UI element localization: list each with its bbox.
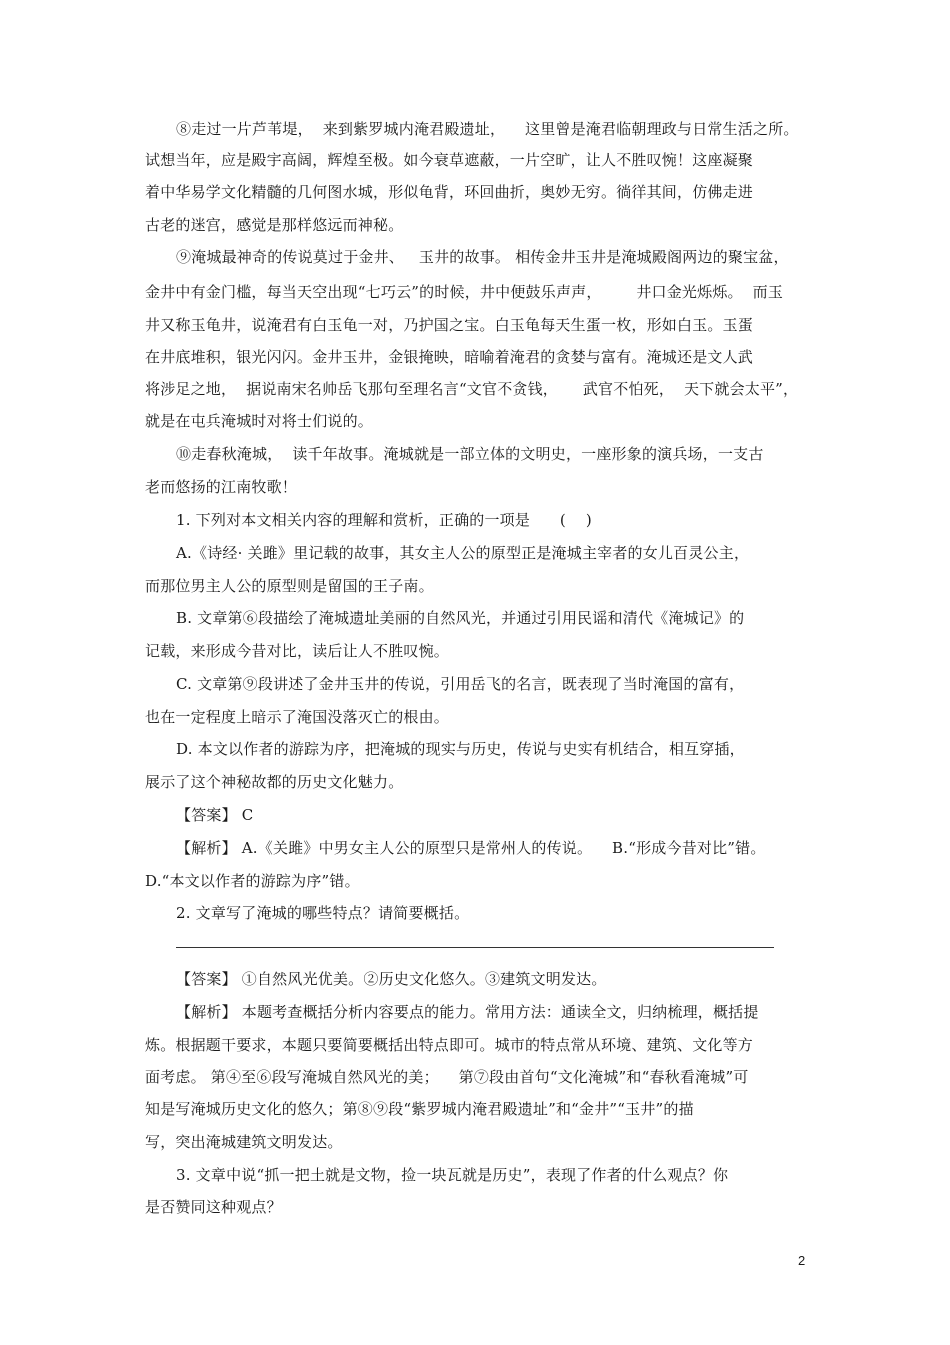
text-line: 老而悠扬的江南牧歌！	[145, 478, 298, 496]
text-line: 就是在屯兵淹城时对将士们说的。	[145, 412, 374, 430]
text-line: 也在一定程度上暗示了淹国没落灭亡的根由。	[145, 708, 450, 726]
text-line: 【答案】 ①自然风光优美。②历史文化悠久。③建筑文明发达。	[176, 970, 607, 988]
page-number: 2	[798, 1253, 806, 1268]
text-line: D. 本文以作者的游踪为序，把淹城的现实与历史，传说与史实有机结合，相互穿插，	[176, 740, 745, 758]
text-line: 2. 文章写了淹城的哪些特点？请简要概括。	[176, 904, 470, 922]
text-line: 【答案】 C	[176, 806, 254, 824]
text-line: 记载，来形成今昔对比，读后让人不胜叹惋。	[145, 642, 450, 660]
text-line: 井又称玉龟井，说淹君有白玉龟一对，乃护国之宝。白玉龟每天生蛋一枚，形如白玉。玉蛋	[145, 316, 754, 334]
text-line: 展示了这个神秘故都的历史文化魅力。	[145, 773, 404, 791]
text-line: A.《诗经· 关雎》里记载的故事，其女主人公的原型正是淹城主宰者的女儿百灵公主，	[176, 544, 750, 562]
answer-blank-line	[176, 947, 774, 948]
text-line: 写，突出淹城建筑文明发达。	[145, 1133, 343, 1151]
text-line: 将涉足之地， 据说南宋名帅岳飞那句至理名言“文官不贪钱， 武官不怕死， 天下就会太平”，	[145, 380, 799, 398]
text-line: D.“本文以作者的游踪为序”错。	[145, 872, 360, 890]
text-line: 3. 文章中说“抓一把土就是文物，捡一块瓦就是历史”，表现了作者的什么观点？你	[176, 1166, 729, 1184]
text-line: ⑩走春秋淹城， 读千年故事。淹城就是一部立体的文明史，一座形象的演兵场，一支古	[176, 445, 764, 463]
text-line: ⑨淹城最神奇的传说莫过于金井、 玉井的故事。 相传金井玉井是淹城殿阁两边的聚宝盆，	[176, 248, 789, 266]
text-line: 【解析】 A.《关雎》中男女主人公的原型只是常州人的传说。 B.“形成今昔对比”错。	[176, 839, 766, 857]
text-line: 面考虑。 第④至⑥段写淹城自然风光的美； 第⑦段由首句“文化淹城”和“春秋看淹城”可	[145, 1068, 749, 1086]
text-line: 着中华易学文化精髓的几何图水城，形似龟背，环回曲折，奥妙无穷。徜徉其间，仿佛走进	[145, 183, 754, 201]
text-line: 【解析】 本题考查概括分析内容要点的能力。常用方法：通读全文，归纳梳理，概括提	[176, 1003, 759, 1021]
text-line: 炼。根据题干要求，本题只要简要概括出特点即可。城市的特点常从环境、建筑、文化等方	[145, 1036, 754, 1054]
text-line: C. 文章第⑨段讲述了金井玉井的传说，引用岳飞的名言，既表现了当时淹国的富有，	[176, 675, 745, 693]
text-line: 1. 下列对本文相关内容的理解和赏析，正确的一项是 ( )	[176, 511, 592, 529]
text-line: 知是写淹城历史文化的悠久；第⑧⑨段“紫罗城内淹君殿遗址”和“金井”“玉井”的描	[145, 1100, 694, 1118]
text-line: ⑧走过一片芦苇堤， 来到紫罗城内淹君殿遗址， 这里曾是淹君临朝理政与日常生活之所。	[176, 120, 799, 138]
text-line: 试想当年，应是殿宇高阔，辉煌至极。如今衰草遮蔽，一片空旷，让人不胜叹惋！这座凝聚	[145, 151, 754, 169]
text-line: 在井底堆积，银光闪闪。金井玉井，金银掩映，暗喻着淹君的贪婪与富有。淹城还是文人武	[145, 348, 754, 366]
text-line: 金井中有金门槛，每当天空出现“七巧云”的时候，井中便鼓乐声声， 井口金光烁烁。 而玉	[145, 283, 784, 301]
text-line: 是否赞同这种观点？	[145, 1198, 282, 1216]
text-line: 古老的迷宫，感觉是那样悠远而神秘。	[145, 216, 404, 234]
text-line: B. 文章第⑥段描绘了淹城遗址美丽的自然风光，并通过引用民谣和清代《淹城记》的	[176, 609, 745, 627]
text-line: 而那位男主人公的原型则是留国的王子南。	[145, 577, 434, 595]
